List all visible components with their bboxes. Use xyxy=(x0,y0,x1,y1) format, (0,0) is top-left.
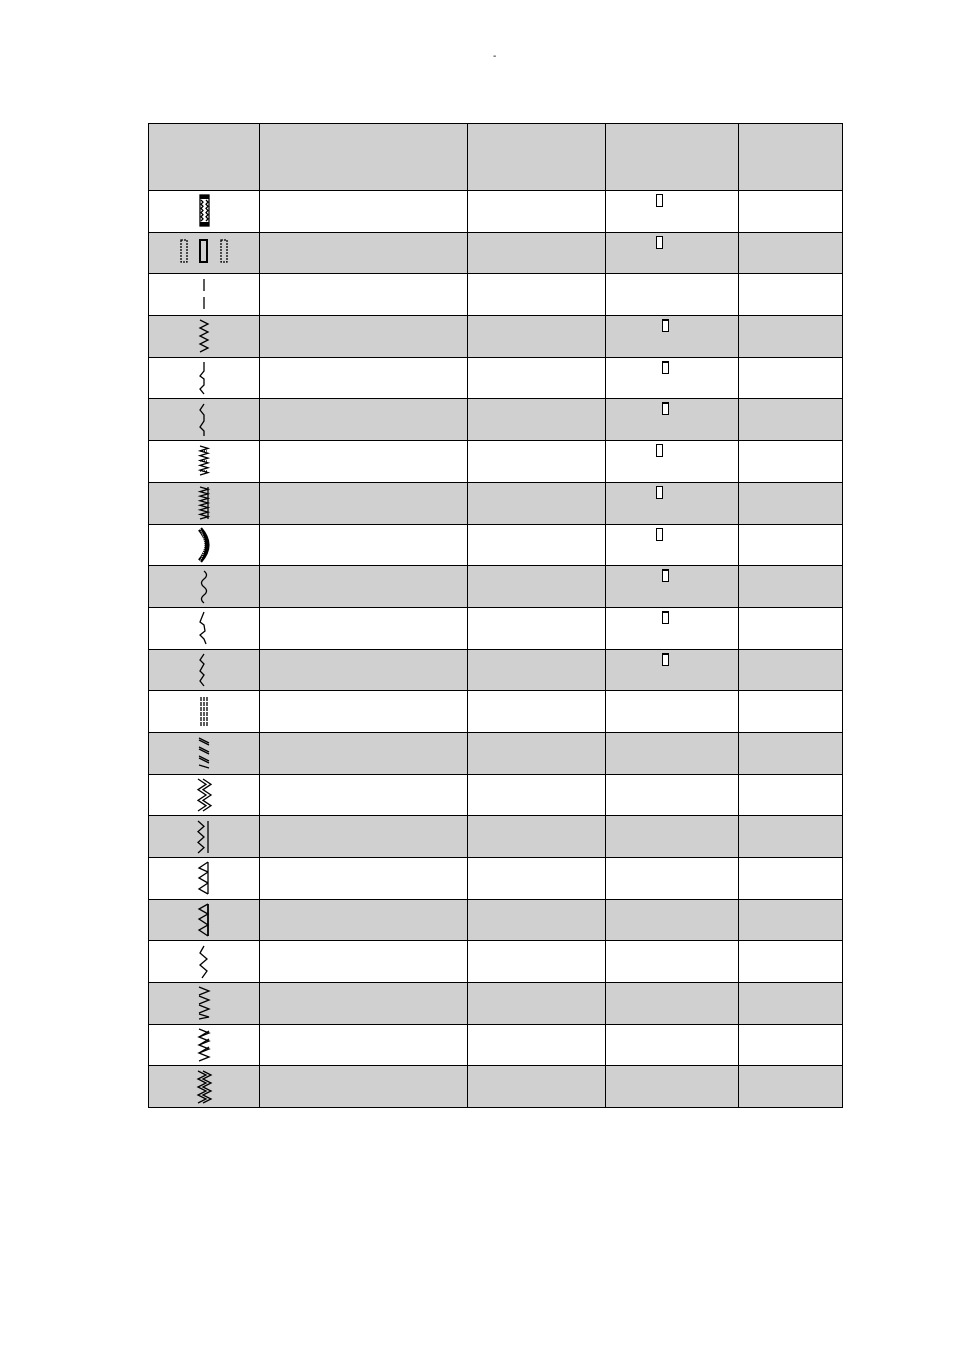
double-zigzag-icon xyxy=(192,818,216,856)
stitch-icon-cell xyxy=(149,691,260,733)
table-row xyxy=(149,441,843,483)
triangle-stitch-icon xyxy=(192,901,216,939)
stitch-icon-cell xyxy=(149,482,260,524)
table-cell xyxy=(260,649,468,691)
table-cell xyxy=(468,482,606,524)
stitch-icon-cell xyxy=(149,316,260,358)
mark-cell xyxy=(606,482,739,524)
table-cell xyxy=(468,732,606,774)
box-mark-icon xyxy=(662,361,669,374)
mark-cell xyxy=(606,274,739,316)
table-cell xyxy=(260,566,468,608)
table-cell xyxy=(260,191,468,233)
table-cell xyxy=(468,607,606,649)
stitch-icon-cell xyxy=(149,941,260,983)
table-row xyxy=(149,524,843,566)
table-row xyxy=(149,399,843,441)
stitch-icon-cell xyxy=(149,649,260,691)
header-cell-5 xyxy=(739,124,843,191)
box-mark-icon xyxy=(656,528,663,541)
stitch-icon-cell xyxy=(149,732,260,774)
table-row xyxy=(149,566,843,608)
table-row xyxy=(149,858,843,900)
table-cell xyxy=(468,399,606,441)
stitch-icon-cell xyxy=(149,524,260,566)
stitch-icon-cell xyxy=(149,399,260,441)
overlock-zigzag-icon xyxy=(192,484,216,522)
triple-straight-icon xyxy=(192,693,216,731)
table-cell xyxy=(260,1024,468,1066)
mark-cell xyxy=(606,858,739,900)
mark-cell xyxy=(606,441,739,483)
table-cell xyxy=(739,357,843,399)
table-cell xyxy=(260,316,468,358)
table-cell xyxy=(739,983,843,1025)
table-row xyxy=(149,607,843,649)
table-cell xyxy=(468,858,606,900)
header-cell-2 xyxy=(260,124,468,191)
table-cell xyxy=(739,524,843,566)
herringbone-stitch-icon xyxy=(192,1026,216,1064)
blind-hem-stitch-icon xyxy=(192,359,216,397)
table-cell xyxy=(260,899,468,941)
table-cell xyxy=(260,274,468,316)
table-cell xyxy=(739,732,843,774)
table-row xyxy=(149,1066,843,1108)
mark-cell xyxy=(606,941,739,983)
table-cell xyxy=(739,566,843,608)
table-cell xyxy=(739,1066,843,1108)
stitch-icon-cell xyxy=(149,858,260,900)
table-cell xyxy=(739,816,843,858)
mark-cell xyxy=(606,1024,739,1066)
slant-triple-icon xyxy=(192,734,216,772)
stitch-table xyxy=(148,123,843,1108)
table-row xyxy=(149,316,843,358)
table-cell xyxy=(260,816,468,858)
triple-buttonhole-icon xyxy=(180,234,228,272)
stitch-icon-cell xyxy=(149,232,260,274)
header-cell-stitch xyxy=(149,124,260,191)
table-cell xyxy=(468,1066,606,1108)
table-cell xyxy=(468,1024,606,1066)
table-cell xyxy=(739,899,843,941)
box-mark-icon xyxy=(656,236,663,249)
table-cell xyxy=(739,858,843,900)
stitch-icon-cell xyxy=(149,607,260,649)
table-cell xyxy=(468,649,606,691)
table-row xyxy=(149,899,843,941)
basting-stitch-icon xyxy=(192,276,216,314)
table-row xyxy=(149,1024,843,1066)
zigzag-stitch-icon xyxy=(192,317,216,355)
table-row xyxy=(149,649,843,691)
table-cell xyxy=(468,316,606,358)
box-mark-icon xyxy=(656,194,663,207)
table-cell xyxy=(468,899,606,941)
mark-cell xyxy=(606,983,739,1025)
stitch-icon-cell xyxy=(149,566,260,608)
mark-cell xyxy=(606,649,739,691)
table-cell xyxy=(260,441,468,483)
table-cell xyxy=(468,524,606,566)
table-cell xyxy=(739,691,843,733)
header-cell-3 xyxy=(468,124,606,191)
box-mark-icon xyxy=(662,611,669,624)
table-cell xyxy=(739,607,843,649)
mark-cell xyxy=(606,899,739,941)
table-row xyxy=(149,191,843,233)
box-mark-icon xyxy=(662,402,669,415)
table-row xyxy=(149,274,843,316)
table-cell xyxy=(468,566,606,608)
arrow-stitch-icon xyxy=(192,859,216,897)
multi-zigzag-icon xyxy=(192,442,216,480)
table-cell xyxy=(468,691,606,733)
table-cell xyxy=(260,607,468,649)
table-row xyxy=(149,983,843,1025)
table-cell xyxy=(739,191,843,233)
table-cell xyxy=(260,691,468,733)
stitch-icon-cell xyxy=(149,774,260,816)
stitch-icon-cell xyxy=(149,191,260,233)
table-cell xyxy=(260,524,468,566)
table-cell xyxy=(260,983,468,1025)
table-row xyxy=(149,482,843,524)
table-row xyxy=(149,232,843,274)
table-cell xyxy=(468,232,606,274)
table-cell xyxy=(739,649,843,691)
table-cell xyxy=(739,482,843,524)
table-cell xyxy=(468,774,606,816)
table-cell xyxy=(739,399,843,441)
mark-cell xyxy=(606,816,739,858)
table-cell xyxy=(260,858,468,900)
mark-cell xyxy=(606,191,739,233)
table-cell xyxy=(468,441,606,483)
stitch-icon-cell xyxy=(149,983,260,1025)
mark-cell xyxy=(606,566,739,608)
table-cell xyxy=(739,441,843,483)
satin-scallop-icon xyxy=(192,526,216,564)
stitch-icon-cell xyxy=(149,274,260,316)
stitch-icon-cell xyxy=(149,441,260,483)
table-cell xyxy=(739,316,843,358)
table-row xyxy=(149,774,843,816)
box-mark-icon xyxy=(656,486,663,499)
table-cell xyxy=(260,357,468,399)
table-row xyxy=(149,816,843,858)
serpentine-stitch-icon xyxy=(192,568,216,606)
stitch-icon-cell xyxy=(149,899,260,941)
table-cell xyxy=(468,816,606,858)
mark-cell xyxy=(606,524,739,566)
shell-tuck-icon xyxy=(192,609,216,647)
table-cell xyxy=(468,983,606,1025)
table-cell xyxy=(468,191,606,233)
mark-cell xyxy=(606,399,739,441)
table-cell xyxy=(260,399,468,441)
table-row xyxy=(149,357,843,399)
table-cell xyxy=(260,482,468,524)
mark-cell xyxy=(606,316,739,358)
mark-cell xyxy=(606,774,739,816)
table-cell xyxy=(739,941,843,983)
table-cell xyxy=(739,774,843,816)
table-cell xyxy=(739,1024,843,1066)
table-cell xyxy=(260,774,468,816)
mark-cell xyxy=(606,732,739,774)
table-cell xyxy=(468,941,606,983)
mark-cell xyxy=(606,607,739,649)
mark-cell xyxy=(606,1066,739,1108)
box-mark-icon xyxy=(662,653,669,666)
stitch-icon-cell xyxy=(149,816,260,858)
chevron-stitch-icon xyxy=(192,984,216,1022)
mark-cell xyxy=(606,232,739,274)
stitch-icon-cell xyxy=(149,1066,260,1108)
wave-stitch-icon xyxy=(192,651,216,689)
rickrack-stitch-icon xyxy=(192,943,216,981)
mark-cell xyxy=(606,691,739,733)
table-row xyxy=(149,691,843,733)
stitch-icon-cell xyxy=(149,357,260,399)
header-cell-4 xyxy=(606,124,739,191)
stitch-icon-cell xyxy=(149,1024,260,1066)
box-mark-icon xyxy=(656,444,663,457)
box-mark-icon xyxy=(662,319,669,332)
double-feather-icon xyxy=(192,1068,216,1106)
table-cell xyxy=(739,274,843,316)
table-cell xyxy=(468,357,606,399)
table-cell xyxy=(739,232,843,274)
stretch-blind-hem-icon xyxy=(192,401,216,439)
table-row xyxy=(149,732,843,774)
table-row xyxy=(149,941,843,983)
table-cell xyxy=(260,941,468,983)
table-cell xyxy=(260,732,468,774)
table-cell xyxy=(468,274,606,316)
feather-zigzag-icon xyxy=(192,776,216,814)
box-mark-icon xyxy=(662,569,669,582)
table-cell xyxy=(260,1066,468,1108)
table-header-row xyxy=(149,124,843,191)
page-top-mark: - xyxy=(493,51,497,62)
buttonhole-icon xyxy=(192,192,216,230)
mark-cell xyxy=(606,357,739,399)
table-cell xyxy=(260,232,468,274)
